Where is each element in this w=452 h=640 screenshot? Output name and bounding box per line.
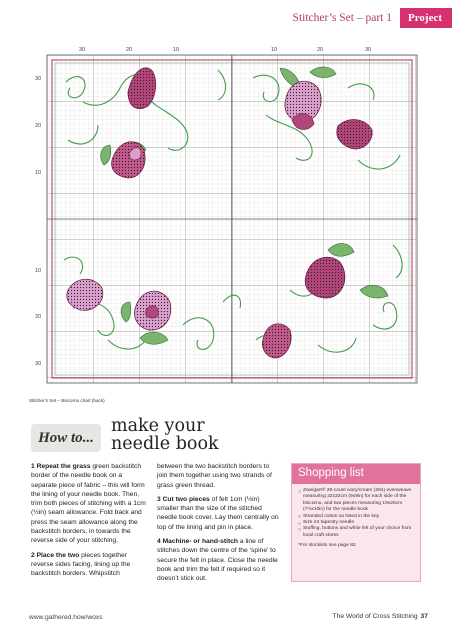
shopping-list-title: Shopping list xyxy=(292,464,420,484)
side-axis-label: 20 xyxy=(34,123,42,129)
page-number: 37 xyxy=(420,613,428,620)
shopping-list-item: Stuffing, buttons and white felt of your choice from local craft stores xyxy=(298,526,414,539)
shopping-list-box xyxy=(291,463,421,582)
how-to-badge xyxy=(31,424,101,452)
heading-line-2: needle book xyxy=(111,434,219,454)
step-4-title: 4 Machine- or hand-stitch xyxy=(157,538,239,546)
section-title: Stitcher’s Set – part 1 xyxy=(292,12,392,24)
top-axis-label: 30 xyxy=(78,47,86,53)
chart-svg xyxy=(28,40,428,392)
footer-magazine xyxy=(333,613,428,620)
step-1 xyxy=(31,462,148,546)
top-axis-label: 20 xyxy=(125,47,133,53)
shopping-list-item: Zweigart® 28-count ivory/cream (264) evenweave measuring 22x22cm (9x9in) for each side of the biscornu, and two pieces measuring 19x26cm (7½x10in) for the needle book xyxy=(298,488,414,514)
heading-line-1: make your xyxy=(111,416,205,436)
step-3 xyxy=(157,495,279,532)
side-axis-label: 30 xyxy=(34,361,42,367)
step-4-text: a line of stitches down the centre of the ‘spine’ to secure the felt in place. Close the needle book and trim the felt if required so it doesn’t stick out. xyxy=(157,538,278,583)
step-2-title: 2 Place the two xyxy=(31,551,80,559)
step-4 xyxy=(157,537,279,583)
step-2-text: pieces together reverse sides facing, lining up the backstitch borders. Whipstitch xyxy=(31,551,131,578)
side-axis-label: 10 xyxy=(34,170,42,176)
step-2-continued: between the two backstitch borders to join them together using two strands of grass green thread. xyxy=(157,463,272,489)
step-1-title: 1 Repeat the grass xyxy=(31,463,91,470)
instructions-column-2 xyxy=(157,462,279,589)
top-axis-label: 20 xyxy=(316,47,324,53)
stockists-note: *For stockists see page 82 xyxy=(298,543,356,549)
footer-url[interactable]: www.gathered.how/woxs xyxy=(29,614,103,621)
shopping-list-item: Stranded cotton as listed in the key xyxy=(298,514,414,520)
magazine-name: The World of Cross Stitching xyxy=(332,613,418,620)
chart-caption: Stitcher’s Set – Biscornu chart (back) xyxy=(29,398,105,403)
side-axis-label: 30 xyxy=(34,76,42,82)
project-tab: Project xyxy=(400,8,452,28)
step-2 xyxy=(31,551,148,579)
side-axis-label: 20 xyxy=(34,314,42,320)
section-heading xyxy=(111,417,219,453)
shopping-list xyxy=(292,484,420,539)
instructions-column-1 xyxy=(31,462,148,584)
side-axis-label: 10 xyxy=(34,268,42,274)
step-3-text: of felt 1cm (½in) smaller than the size of the stitched needle book cover. Lay them centrally on top of the lining and pin in place. xyxy=(157,495,279,531)
page-header xyxy=(293,8,452,28)
step-1-text: green backstitch border of the needle book on a separate piece of fabric – this will form the lining of your needle book. Then, trim both pieces of stitching with a 1cm (½in) seam allowance. Fold back and press the seam allowance along the backstitch borders, in towards the reverse side of your stitching. xyxy=(31,463,146,545)
step-3-title: 3 Cut two pieces xyxy=(157,495,210,503)
cross-stitch-chart xyxy=(28,40,428,392)
shopping-list-item: Size 24 tapestry needle xyxy=(298,520,414,526)
how-to-badge-label: How to... xyxy=(38,429,94,446)
top-axis-label: 30 xyxy=(364,47,372,53)
top-axis-label: 10 xyxy=(270,47,278,53)
top-axis-label: 10 xyxy=(172,47,180,53)
